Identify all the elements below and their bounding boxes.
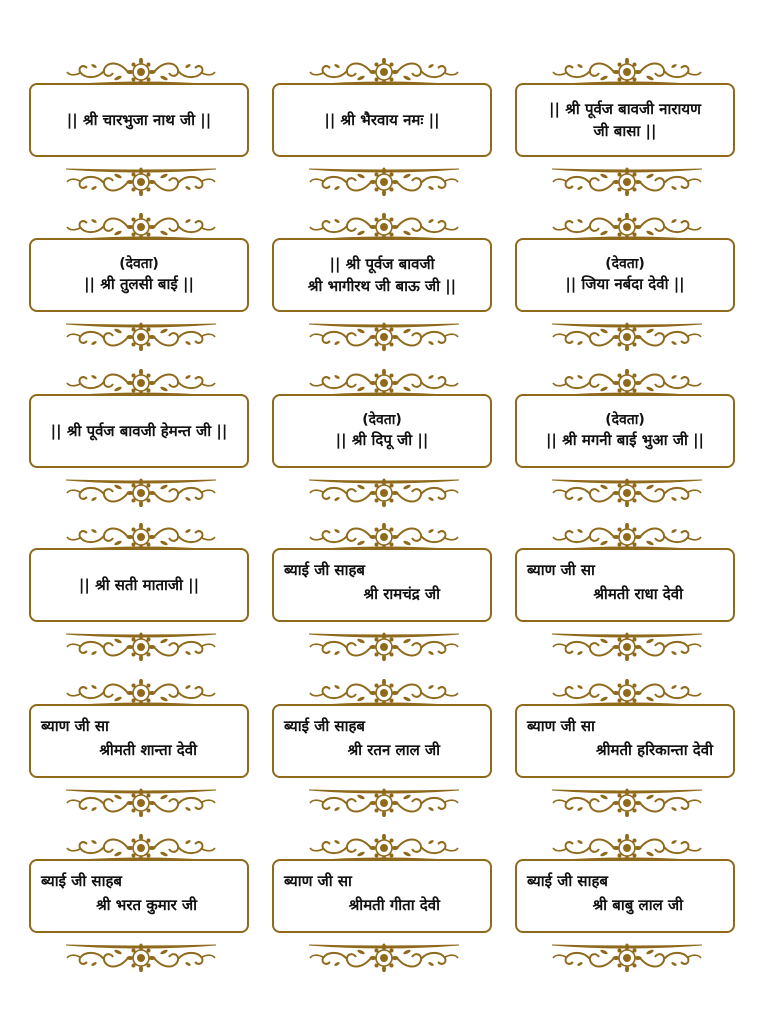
name-label-15 — [515, 679, 739, 819]
ornament-bottom-icon — [552, 321, 702, 351]
label-line: श्री बाबु लाल जी — [592, 896, 683, 914]
ornament-bottom-icon — [309, 321, 459, 351]
name-label-5 — [272, 213, 496, 353]
label-box — [272, 704, 492, 778]
label-line: (देवता) — [605, 256, 645, 272]
name-label-16 — [29, 834, 253, 974]
label-line: श्री रतन लाल जी — [347, 741, 440, 759]
label-box — [29, 83, 249, 157]
label-line: (देवता) — [362, 412, 402, 428]
ornament-bottom-icon — [66, 477, 216, 507]
label-box — [29, 704, 249, 778]
label-line: || श्री पूर्वज बावजी नारायण — [549, 100, 701, 118]
name-label-1 — [29, 58, 253, 198]
label-box — [272, 859, 492, 933]
label-box — [29, 238, 249, 312]
ornament-bottom-icon — [552, 166, 702, 196]
ornament-bottom-icon — [552, 631, 702, 661]
ornament-bottom-icon — [309, 787, 459, 817]
ornament-bottom-icon — [66, 787, 216, 817]
label-line: श्रीमती शान्ता देवी — [99, 741, 197, 759]
ornament-bottom-icon — [552, 477, 702, 507]
label-box — [515, 83, 735, 157]
name-label-4 — [29, 213, 253, 353]
name-label-9 — [515, 369, 739, 509]
name-label-2 — [272, 58, 496, 198]
label-box — [29, 548, 249, 622]
ornament-bottom-icon — [66, 321, 216, 351]
ornament-bottom-icon — [309, 942, 459, 972]
label-line: (देवता) — [605, 412, 645, 428]
label-line: ब्याई जी साहब — [527, 872, 608, 890]
name-label-7 — [29, 369, 253, 509]
name-label-8 — [272, 369, 496, 509]
label-line: || श्री दिपू जी || — [335, 431, 429, 449]
name-label-6 — [515, 213, 739, 353]
name-label-11 — [272, 523, 496, 663]
name-label-14 — [272, 679, 496, 819]
name-label-18 — [515, 834, 739, 974]
label-box — [272, 394, 492, 468]
label-line: श्री रामचंद्र जी — [363, 585, 440, 603]
label-box — [272, 548, 492, 622]
label-box — [515, 859, 735, 933]
label-line: || श्री मगनी बाई भुआ जी || — [545, 431, 705, 449]
ornament-bottom-icon — [66, 631, 216, 661]
label-line: || श्री भैरवाय नमः || — [324, 111, 440, 129]
label-line: श्री भरत कुमार जी — [96, 896, 197, 914]
label-line: || श्री पूर्वज बावजी हेमन्त जी || — [50, 422, 228, 440]
label-line: श्रीमती राधा देवी — [593, 585, 683, 603]
label-line: श्रीमती गीता देवी — [348, 896, 440, 914]
label-line: ब्याई जी साहब — [41, 872, 122, 890]
label-line: ब्याई जी साहब — [284, 717, 365, 735]
label-box — [515, 704, 735, 778]
label-line: जी बासा || — [593, 122, 657, 140]
label-box — [515, 238, 735, 312]
ornament-bottom-icon — [552, 787, 702, 817]
name-label-10 — [29, 523, 253, 663]
label-box — [515, 394, 735, 468]
label-line: श्रीमती हरिकान्ता देवी — [596, 741, 713, 759]
label-line: (देवता) — [119, 256, 159, 272]
label-line: || श्री पूर्वज बावजी — [329, 255, 435, 273]
label-box — [515, 548, 735, 622]
label-line: || श्री तुलसी बाई || — [84, 275, 194, 293]
name-label-17 — [272, 834, 496, 974]
label-line: श्री भागीरथ जी बाऊ जी || — [307, 277, 457, 295]
label-line: ब्याण जी सा — [527, 561, 595, 579]
ornament-bottom-icon — [309, 166, 459, 196]
label-line: || श्री सती माताजी || — [78, 576, 200, 594]
label-line: ब्याण जी सा — [527, 717, 595, 735]
name-label-3 — [515, 58, 739, 198]
label-line: ब्याण जी सा — [284, 872, 352, 890]
label-box — [29, 394, 249, 468]
label-box — [272, 83, 492, 157]
name-label-13 — [29, 679, 253, 819]
ornament-bottom-icon — [66, 942, 216, 972]
ornament-bottom-icon — [309, 631, 459, 661]
label-line: ब्याण जी सा — [41, 717, 109, 735]
label-box — [272, 238, 492, 312]
label-line: || श्री चारभुजा नाथ जी || — [66, 111, 212, 129]
ornament-bottom-icon — [552, 942, 702, 972]
label-line: ब्याई जी साहब — [284, 561, 365, 579]
label-box — [29, 859, 249, 933]
ornament-bottom-icon — [309, 477, 459, 507]
label-line: || जिया नर्बदा देवी || — [565, 275, 685, 293]
ornament-bottom-icon — [66, 166, 216, 196]
name-label-12 — [515, 523, 739, 663]
